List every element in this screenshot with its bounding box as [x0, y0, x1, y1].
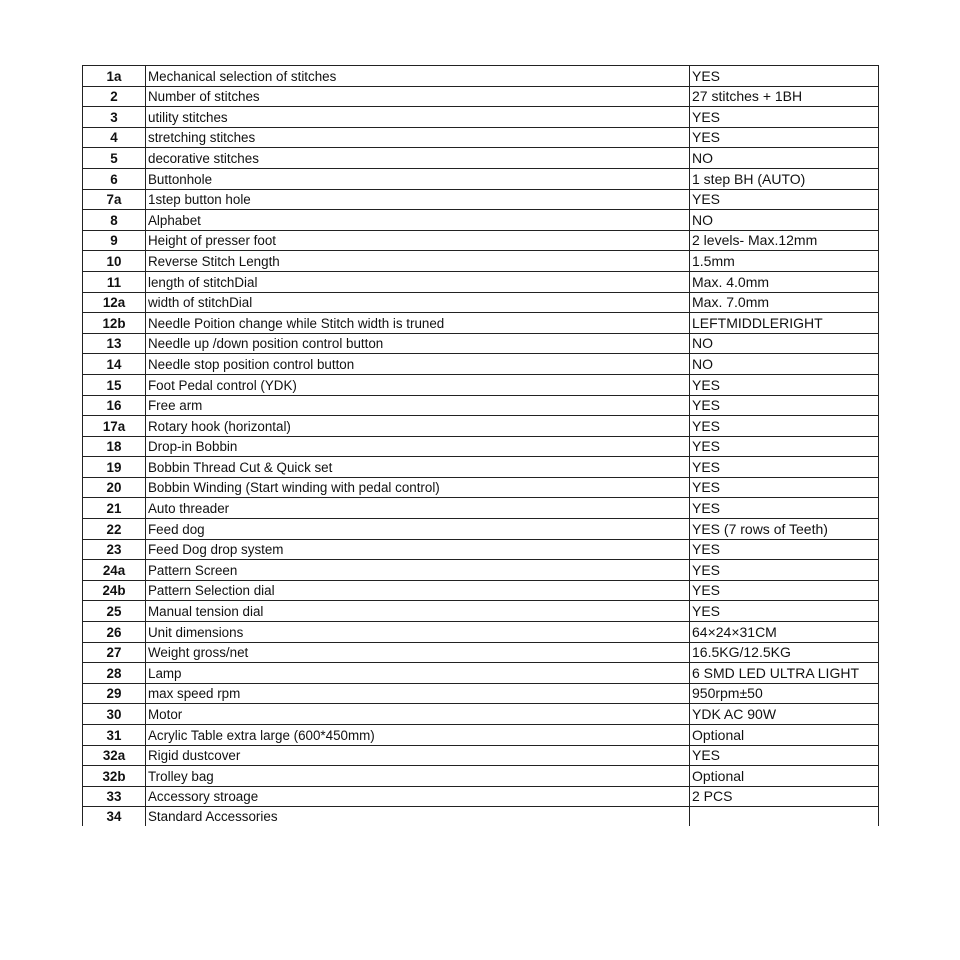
- value-cell: 2 PCS: [690, 786, 879, 807]
- table-row: [83, 168, 879, 189]
- value-cell: YES: [690, 374, 879, 395]
- table-row: [83, 395, 879, 416]
- table-row: [83, 807, 879, 827]
- value-cell: 2 levels- Max.12mm: [690, 230, 879, 251]
- feature-cell: decorative stitches: [146, 148, 690, 169]
- table-row: [83, 601, 879, 622]
- table-row: [83, 683, 879, 704]
- feature-cell: Reverse Stitch Length: [146, 251, 690, 272]
- feature-cell: stretching stitches: [146, 127, 690, 148]
- table-row: [83, 354, 879, 375]
- spec-table: [82, 65, 879, 826]
- value-cell: NO: [690, 148, 879, 169]
- table-row: [83, 539, 879, 560]
- table-row: [83, 210, 879, 231]
- feature-cell: Mechanical selection of stitches: [146, 66, 690, 87]
- row-number: 22: [83, 519, 146, 540]
- row-number: 12a: [83, 292, 146, 313]
- value-cell: [690, 807, 879, 827]
- row-number: 27: [83, 642, 146, 663]
- row-number: 10: [83, 251, 146, 272]
- table-row: [83, 622, 879, 643]
- value-cell: YES: [690, 580, 879, 601]
- feature-cell: Rotary hook (horizontal): [146, 416, 690, 437]
- row-number: 16: [83, 395, 146, 416]
- table-row: [83, 663, 879, 684]
- value-cell: YES: [690, 395, 879, 416]
- feature-cell: length of stitchDial: [146, 271, 690, 292]
- table-row: [83, 313, 879, 334]
- feature-cell: Feed dog: [146, 519, 690, 540]
- feature-cell: Weight gross/net: [146, 642, 690, 663]
- feature-cell: Alphabet: [146, 210, 690, 231]
- feature-cell: Unit dimensions: [146, 622, 690, 643]
- value-cell: YES: [690, 498, 879, 519]
- row-number: 30: [83, 704, 146, 725]
- value-cell: YES: [690, 477, 879, 498]
- value-cell: NO: [690, 333, 879, 354]
- value-cell: YES: [690, 457, 879, 478]
- value-cell: YES (7 rows of Teeth): [690, 519, 879, 540]
- value-cell: NO: [690, 354, 879, 375]
- row-number: 8: [83, 210, 146, 231]
- table-row: [83, 642, 879, 663]
- table-row: [83, 374, 879, 395]
- row-number: 6: [83, 168, 146, 189]
- row-number: 25: [83, 601, 146, 622]
- table-row: [83, 477, 879, 498]
- table-row: [83, 725, 879, 746]
- row-number: 18: [83, 436, 146, 457]
- row-number: 31: [83, 725, 146, 746]
- table-row: [83, 704, 879, 725]
- value-cell: LEFTMIDDLERIGHT: [690, 313, 879, 334]
- table-row: [83, 766, 879, 787]
- value-cell: YES: [690, 560, 879, 581]
- row-number: 2: [83, 86, 146, 107]
- row-number: 5: [83, 148, 146, 169]
- row-number: 24b: [83, 580, 146, 601]
- feature-cell: Drop-in Bobbin: [146, 436, 690, 457]
- feature-cell: Bobbin Winding (Start winding with pedal control): [146, 477, 690, 498]
- value-cell: 1.5mm: [690, 251, 879, 272]
- feature-cell: Free arm: [146, 395, 690, 416]
- table-row: [83, 189, 879, 210]
- feature-cell: Trolley bag: [146, 766, 690, 787]
- row-number: 32a: [83, 745, 146, 766]
- value-cell: YES: [690, 66, 879, 87]
- table-row: [83, 86, 879, 107]
- table-row: [83, 786, 879, 807]
- row-number: 3: [83, 107, 146, 128]
- value-cell: 950rpm±50: [690, 683, 879, 704]
- feature-cell: Feed Dog drop system: [146, 539, 690, 560]
- feature-cell: width of stitchDial: [146, 292, 690, 313]
- table-row: [83, 519, 879, 540]
- table-row: [83, 498, 879, 519]
- feature-cell: Auto threader: [146, 498, 690, 519]
- value-cell: Optional: [690, 725, 879, 746]
- table-row: [83, 107, 879, 128]
- row-number: 33: [83, 786, 146, 807]
- value-cell: 27 stitches + 1BH: [690, 86, 879, 107]
- row-number: 24a: [83, 560, 146, 581]
- value-cell: YES: [690, 189, 879, 210]
- row-number: 20: [83, 477, 146, 498]
- value-cell: Optional: [690, 766, 879, 787]
- row-number: 29: [83, 683, 146, 704]
- table-row: [83, 416, 879, 437]
- feature-cell: 1step button hole: [146, 189, 690, 210]
- table-row: [83, 230, 879, 251]
- row-number: 15: [83, 374, 146, 395]
- row-number: 26: [83, 622, 146, 643]
- row-number: 14: [83, 354, 146, 375]
- row-number: 17a: [83, 416, 146, 437]
- feature-cell: Foot Pedal control (YDK): [146, 374, 690, 395]
- row-number: 1a: [83, 66, 146, 87]
- feature-cell: Height of presser foot: [146, 230, 690, 251]
- value-cell: YES: [690, 107, 879, 128]
- feature-cell: Needle Poition change while Stitch width is truned: [146, 313, 690, 334]
- row-number: 12b: [83, 313, 146, 334]
- row-number: 21: [83, 498, 146, 519]
- row-number: 7a: [83, 189, 146, 210]
- feature-cell: Rigid dustcover: [146, 745, 690, 766]
- table-row: [83, 580, 879, 601]
- feature-cell: Pattern Screen: [146, 560, 690, 581]
- value-cell: YES: [690, 436, 879, 457]
- feature-cell: Manual tension dial: [146, 601, 690, 622]
- feature-cell: Lamp: [146, 663, 690, 684]
- table-row: [83, 457, 879, 478]
- feature-cell: Motor: [146, 704, 690, 725]
- table-row: [83, 148, 879, 169]
- feature-cell: Acrylic Table extra large (600*450mm): [146, 725, 690, 746]
- value-cell: 6 SMD LED ULTRA LIGHT: [690, 663, 879, 684]
- value-cell: YDK AC 90W: [690, 704, 879, 725]
- value-cell: YES: [690, 416, 879, 437]
- value-cell: 1 step BH (AUTO): [690, 168, 879, 189]
- value-cell: YES: [690, 601, 879, 622]
- row-number: 28: [83, 663, 146, 684]
- row-number: 34: [83, 807, 146, 827]
- feature-cell: Bobbin Thread Cut & Quick set: [146, 457, 690, 478]
- row-number: 19: [83, 457, 146, 478]
- value-cell: NO: [690, 210, 879, 231]
- value-cell: Max. 4.0mm: [690, 271, 879, 292]
- table-row: [83, 333, 879, 354]
- table-row: [83, 271, 879, 292]
- feature-cell: Number of stitches: [146, 86, 690, 107]
- row-number: 11: [83, 271, 146, 292]
- feature-cell: Standard Accessories: [146, 807, 690, 827]
- row-number: 13: [83, 333, 146, 354]
- feature-cell: utility stitches: [146, 107, 690, 128]
- value-cell: YES: [690, 539, 879, 560]
- table-row: [83, 127, 879, 148]
- table-row: [83, 745, 879, 766]
- feature-cell: Needle stop position control button: [146, 354, 690, 375]
- table-row: [83, 560, 879, 581]
- value-cell: 64×24×31CM: [690, 622, 879, 643]
- value-cell: YES: [690, 745, 879, 766]
- table-row: [83, 292, 879, 313]
- table-row: [83, 66, 879, 87]
- spec-table-body: [83, 66, 879, 827]
- feature-cell: Accessory stroage: [146, 786, 690, 807]
- row-number: 32b: [83, 766, 146, 787]
- table-row: [83, 436, 879, 457]
- table-row: [83, 251, 879, 272]
- row-number: 23: [83, 539, 146, 560]
- row-number: 4: [83, 127, 146, 148]
- value-cell: YES: [690, 127, 879, 148]
- row-number: 9: [83, 230, 146, 251]
- feature-cell: Buttonhole: [146, 168, 690, 189]
- feature-cell: max speed rpm: [146, 683, 690, 704]
- value-cell: 16.5KG/12.5KG: [690, 642, 879, 663]
- value-cell: Max. 7.0mm: [690, 292, 879, 313]
- feature-cell: Needle up /down position control button: [146, 333, 690, 354]
- feature-cell: Pattern Selection dial: [146, 580, 690, 601]
